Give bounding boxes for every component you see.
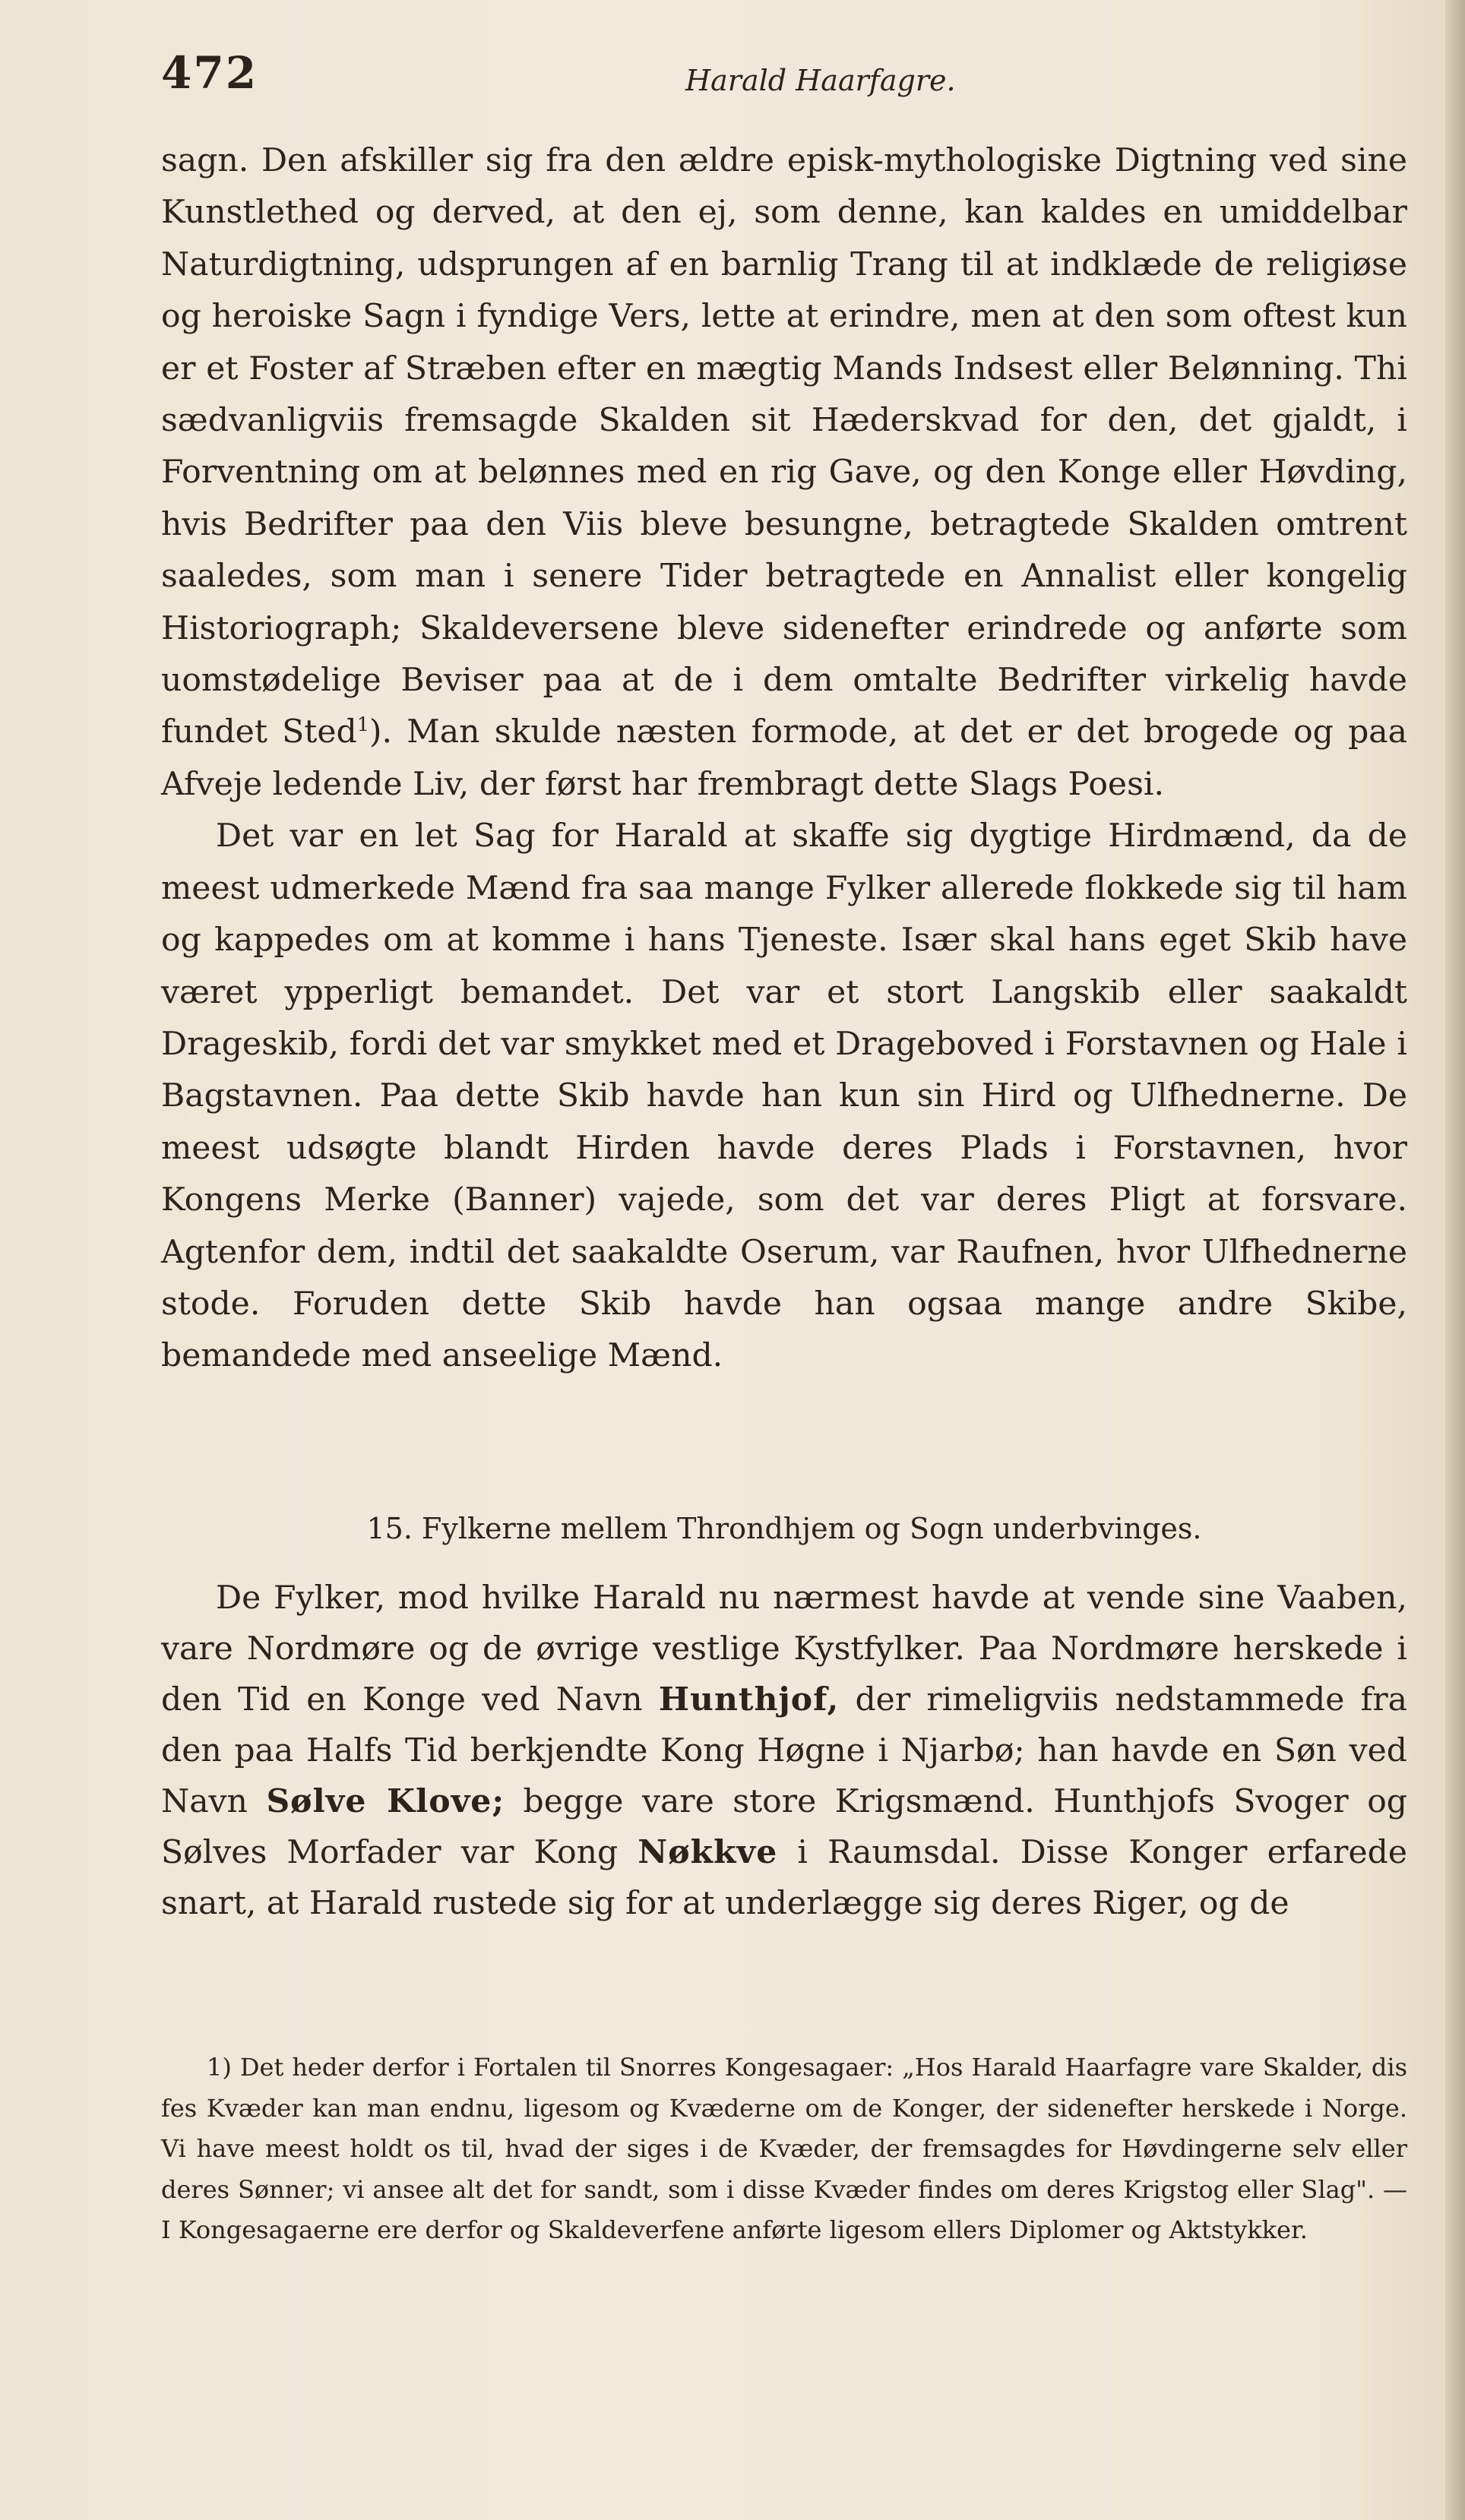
paragraph-1: sagn. Den afskiller sig fra den ældre episk-mythologiske Digtning ved sine Kunstlethed og derved, at den ej, som denne, kan kaldes en umiddelbar Naturdigtning, udsprungen af en barnlig Trang til at indklæde de religiøse og heroiske Sagn i fyndige Vers, lette at erindre, men at den som oftest kun er et Foster af Stræben efter en mægtig Mands Indsest eller Belønning. Thi sædvanligviis fremsagde Skalden sit Hæderskvad for den, det gjaldt, i Forventning om at belønnes med en rig Gave, og den Konge eller Høvding, hvis Bedrifter paa den Viis bleve besungne, betragtede Skalden omtrent saaledes, som man i senere Tider betragtede en Annalist eller kongelig Historiograph; Skaldeversene bleve sidenefter erindrede og anførte som uomstødelige Beviser paa at de i dem omtalte Bedrifter virkelig havde fundet Sted$^1$). Man skulde næsten formode, at det er det brogede og paa Afveje ledende Liv, der først har frembragt dette Slags Poesi. xyxy=(161,142,1407,803)
name-solve-klove: Sølve Klove; xyxy=(266,1782,505,1820)
section-paragraph xyxy=(161,1573,1407,1929)
section-number: 15. xyxy=(366,1512,413,1545)
section-text-a: De Fylker, mod hvilke Harald nu nærmest havde at vende sine Vaaben, vare Nordmøre og de øvrige vestlige Kystfylker. Paa Nordmøre herskede i den Tid en Konge ved Navn xyxy=(161,1579,1407,1718)
section-heading xyxy=(161,1512,1407,1545)
paragraph-1-text: sagn. Den afskiller sig fra den ældre episk-mythologiske Digtning ved sine Kunstlethed og derved, at den ej, som denne, kan kaldes en umiddelbar Naturdigtning, udsprungen af en barnlig Trang til at indklæde de religiøse og heroiske Sagn i fyndige Vers, lette at erindre, men at den som oftest kun er et Foster af Stræben efter en mægtig Mands Indsest eller Belønning. Thi sædvanligviis fremsagde Skalden sit Hæderskvad for den, det gjaldt, i Forventning om at belønnes med en rig Gave, og den Konge eller Høvding, hvis Bedrifter paa den Viis bleve besungne, betragtede Skalden omtrent saaledes, som man i senere Tider betragtede en Annalist eller kongelig Historiograph; Skaldeversene bleve sidenefter erindrede og anførte som uomstødelige Beviser paa at de i dem omtalte Bedrifter virkelig havde fundet Sted xyxy=(161,142,1407,751)
page-edge xyxy=(1445,0,1465,2520)
section-text-b: der rimeligviis nedstammede fra den paa Halfs Tid berkjendte Kong Høgne i Njarbø; han havde en Søn ved Navn xyxy=(161,1681,1407,1820)
main-text xyxy=(161,135,1407,1383)
footnotes xyxy=(161,2047,1407,2251)
section-text-d: i Raumsdal. Disse Konger erfarede snart, at Harald rustede sig for at underlægge sig deres Riger, og de xyxy=(161,1834,1407,1922)
section-text-c: begge vare store Krigsmænd. Hunthjofs Svoger og Sølves Morfader var Kong xyxy=(161,1783,1407,1871)
footnote-1 xyxy=(161,2047,1407,2251)
footnote-reference: 1 xyxy=(356,713,369,737)
page-number: 472 xyxy=(161,47,258,99)
name-nokkve: Nøkkve xyxy=(638,1833,778,1871)
section-title: Fylkerne mellem Throndhjem og Sogn underbvinges. xyxy=(422,1512,1202,1545)
running-title: Harald Haarfagre. xyxy=(685,64,956,97)
page-header xyxy=(161,47,1407,115)
name-hunthjof: Hunthjof, xyxy=(658,1681,840,1718)
footnote-text: Det heder derfor i Fortalen til Snorres Kongesagaer: „Hos Harald Haarfagre vare Skalder, dis fes Kvæder kan man endnu, ligesom og Kvæderne om de Konger, der sidenefter herskede i Norge. Vi have meest holdt os til, hvad der siges i de Kvæder, der fremsagdes for Høvdingerne selv eller deres Sønner; vi ansee alt det for sandt, som i disse Kvæder findes om deres Krigstog eller Slag". — I Kongesagaerne ere derfor og Skaldeverfene anførte ligesom ellers Diplomer og Aktstykker. xyxy=(161,2053,1408,2244)
paragraph-2: Det var en let Sag for Harald at skaffe sig dygtige Hirdmænd, da de meest udmerkede Mænd fra saa mange Fylker allerede flokkede sig til ham og kappedes om at komme i hans Tjeneste. Især skal hans eget Skib have været ypperligt bemandet. Det var et stort Langskib eller saakaldt Drageskib, fordi det var smykket med et Drageboved i Forstavnen og Hale i Bagstavnen. Paa dette Skib havde han kun sin Hird og Ulfhednerne. De meest udsøgte blandt Hirden havde deres Plads i Forstavnen, hvor Kongens Merke (Banner) vajede, som det var deres Pligt at forsvare. Agtenfor dem, indtil det saakaldte Oserum, var Raufnen, hvor Ulfhednerne stode. Foruden dette Skib havde han ogsaa mange andre Skibe, bemandede med anseelige Mænd. xyxy=(161,817,1407,1375)
paragraph-1-end: . Man skulde næsten formode, at det er det brogede og paa Afveje ledende Liv, der først har frembragt dette Slags Poesi. xyxy=(161,713,1407,803)
footnote-marker: 1) xyxy=(207,2053,232,2082)
section-text xyxy=(161,1573,1407,1929)
